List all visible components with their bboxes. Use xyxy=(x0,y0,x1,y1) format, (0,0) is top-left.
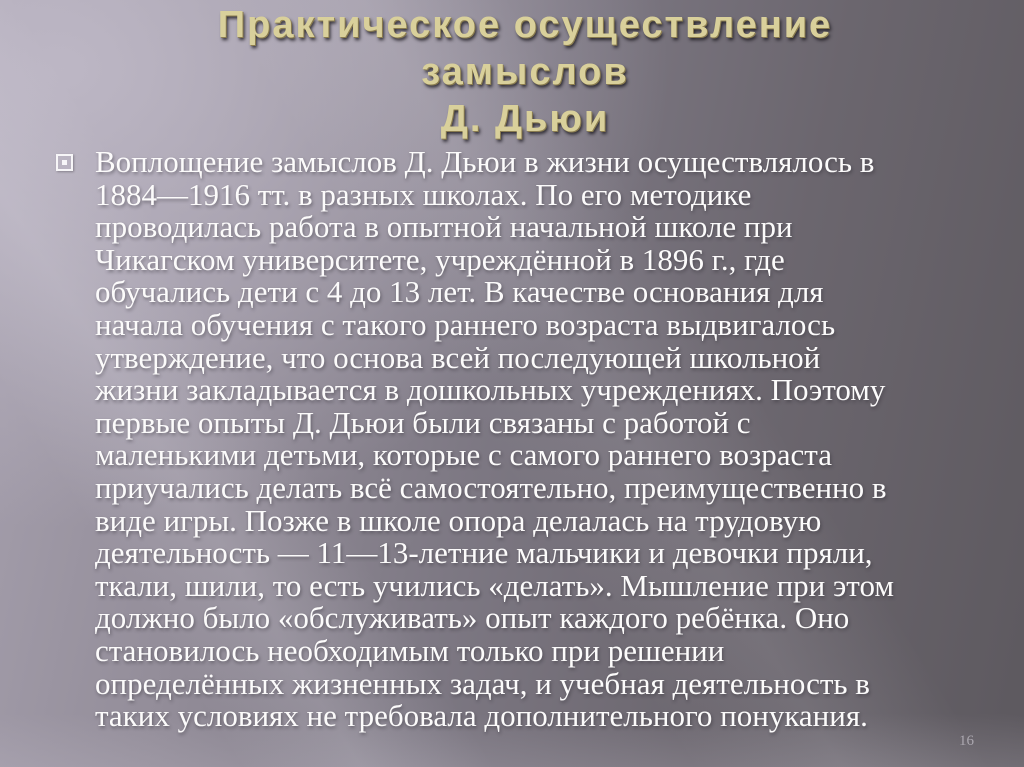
body-line: начала обучения с такого раннего возраста выдвигалось xyxy=(95,306,836,342)
title-line-1: Практическое осуществление xyxy=(217,4,833,46)
body-line: определённых жизненных задач, и учебная деятельность в xyxy=(95,665,870,701)
square-bullet-icon xyxy=(56,154,73,171)
body-line: ткали, шили, то есть учились «делать». Мышление при этом xyxy=(95,567,894,603)
slide-body xyxy=(56,146,1006,733)
slide-title xyxy=(26,2,1024,143)
body-line: утверждение, что основа всей последующей школьной xyxy=(95,339,821,375)
body-line: первые опыты Д. Дьюи были связаны с работой с xyxy=(95,404,751,440)
body-paragraph xyxy=(95,146,894,733)
title-line-2: замыслов xyxy=(421,51,629,93)
page-number: 16 xyxy=(959,733,974,749)
title-line-3: Д. Дьюи xyxy=(440,98,610,140)
body-line: обучались дети с 4 до 13 лет. В качестве основания для xyxy=(95,274,824,310)
body-line: становилось необходимым только при решении xyxy=(95,632,725,668)
body-line: проводилась работа в опытной начальной школе при xyxy=(95,209,793,245)
body-line: деятельность — 11—13-летние мальчики и девочки пряли, xyxy=(95,535,873,571)
body-line: жизни закладывается в дошкольных учреждениях. Поэтому xyxy=(95,372,886,408)
body-line: должно было «обслуживать» опыт каждого ребёнка. Оно xyxy=(95,600,850,636)
body-line: виде игры. Позже в школе опора делалась на трудовую xyxy=(95,502,822,538)
body-line: маленькими детьми, которые с самого раннего возраста xyxy=(95,437,832,473)
body-line: 1884—1916 тт. в разных школах. По его методике xyxy=(95,176,752,212)
body-line: приучались делать всё самостоятельно, преимущественно в xyxy=(95,469,887,505)
body-line: таких условиях не требовала дополнительного понукания. xyxy=(95,698,868,734)
square-bullet-inner xyxy=(62,160,67,165)
body-line: Чикагском университете, учреждённой в 1896 г., где xyxy=(95,241,785,277)
body-line: Воплощение замыслов Д. Дьюи в жизни осуществлялось в xyxy=(95,144,875,179)
